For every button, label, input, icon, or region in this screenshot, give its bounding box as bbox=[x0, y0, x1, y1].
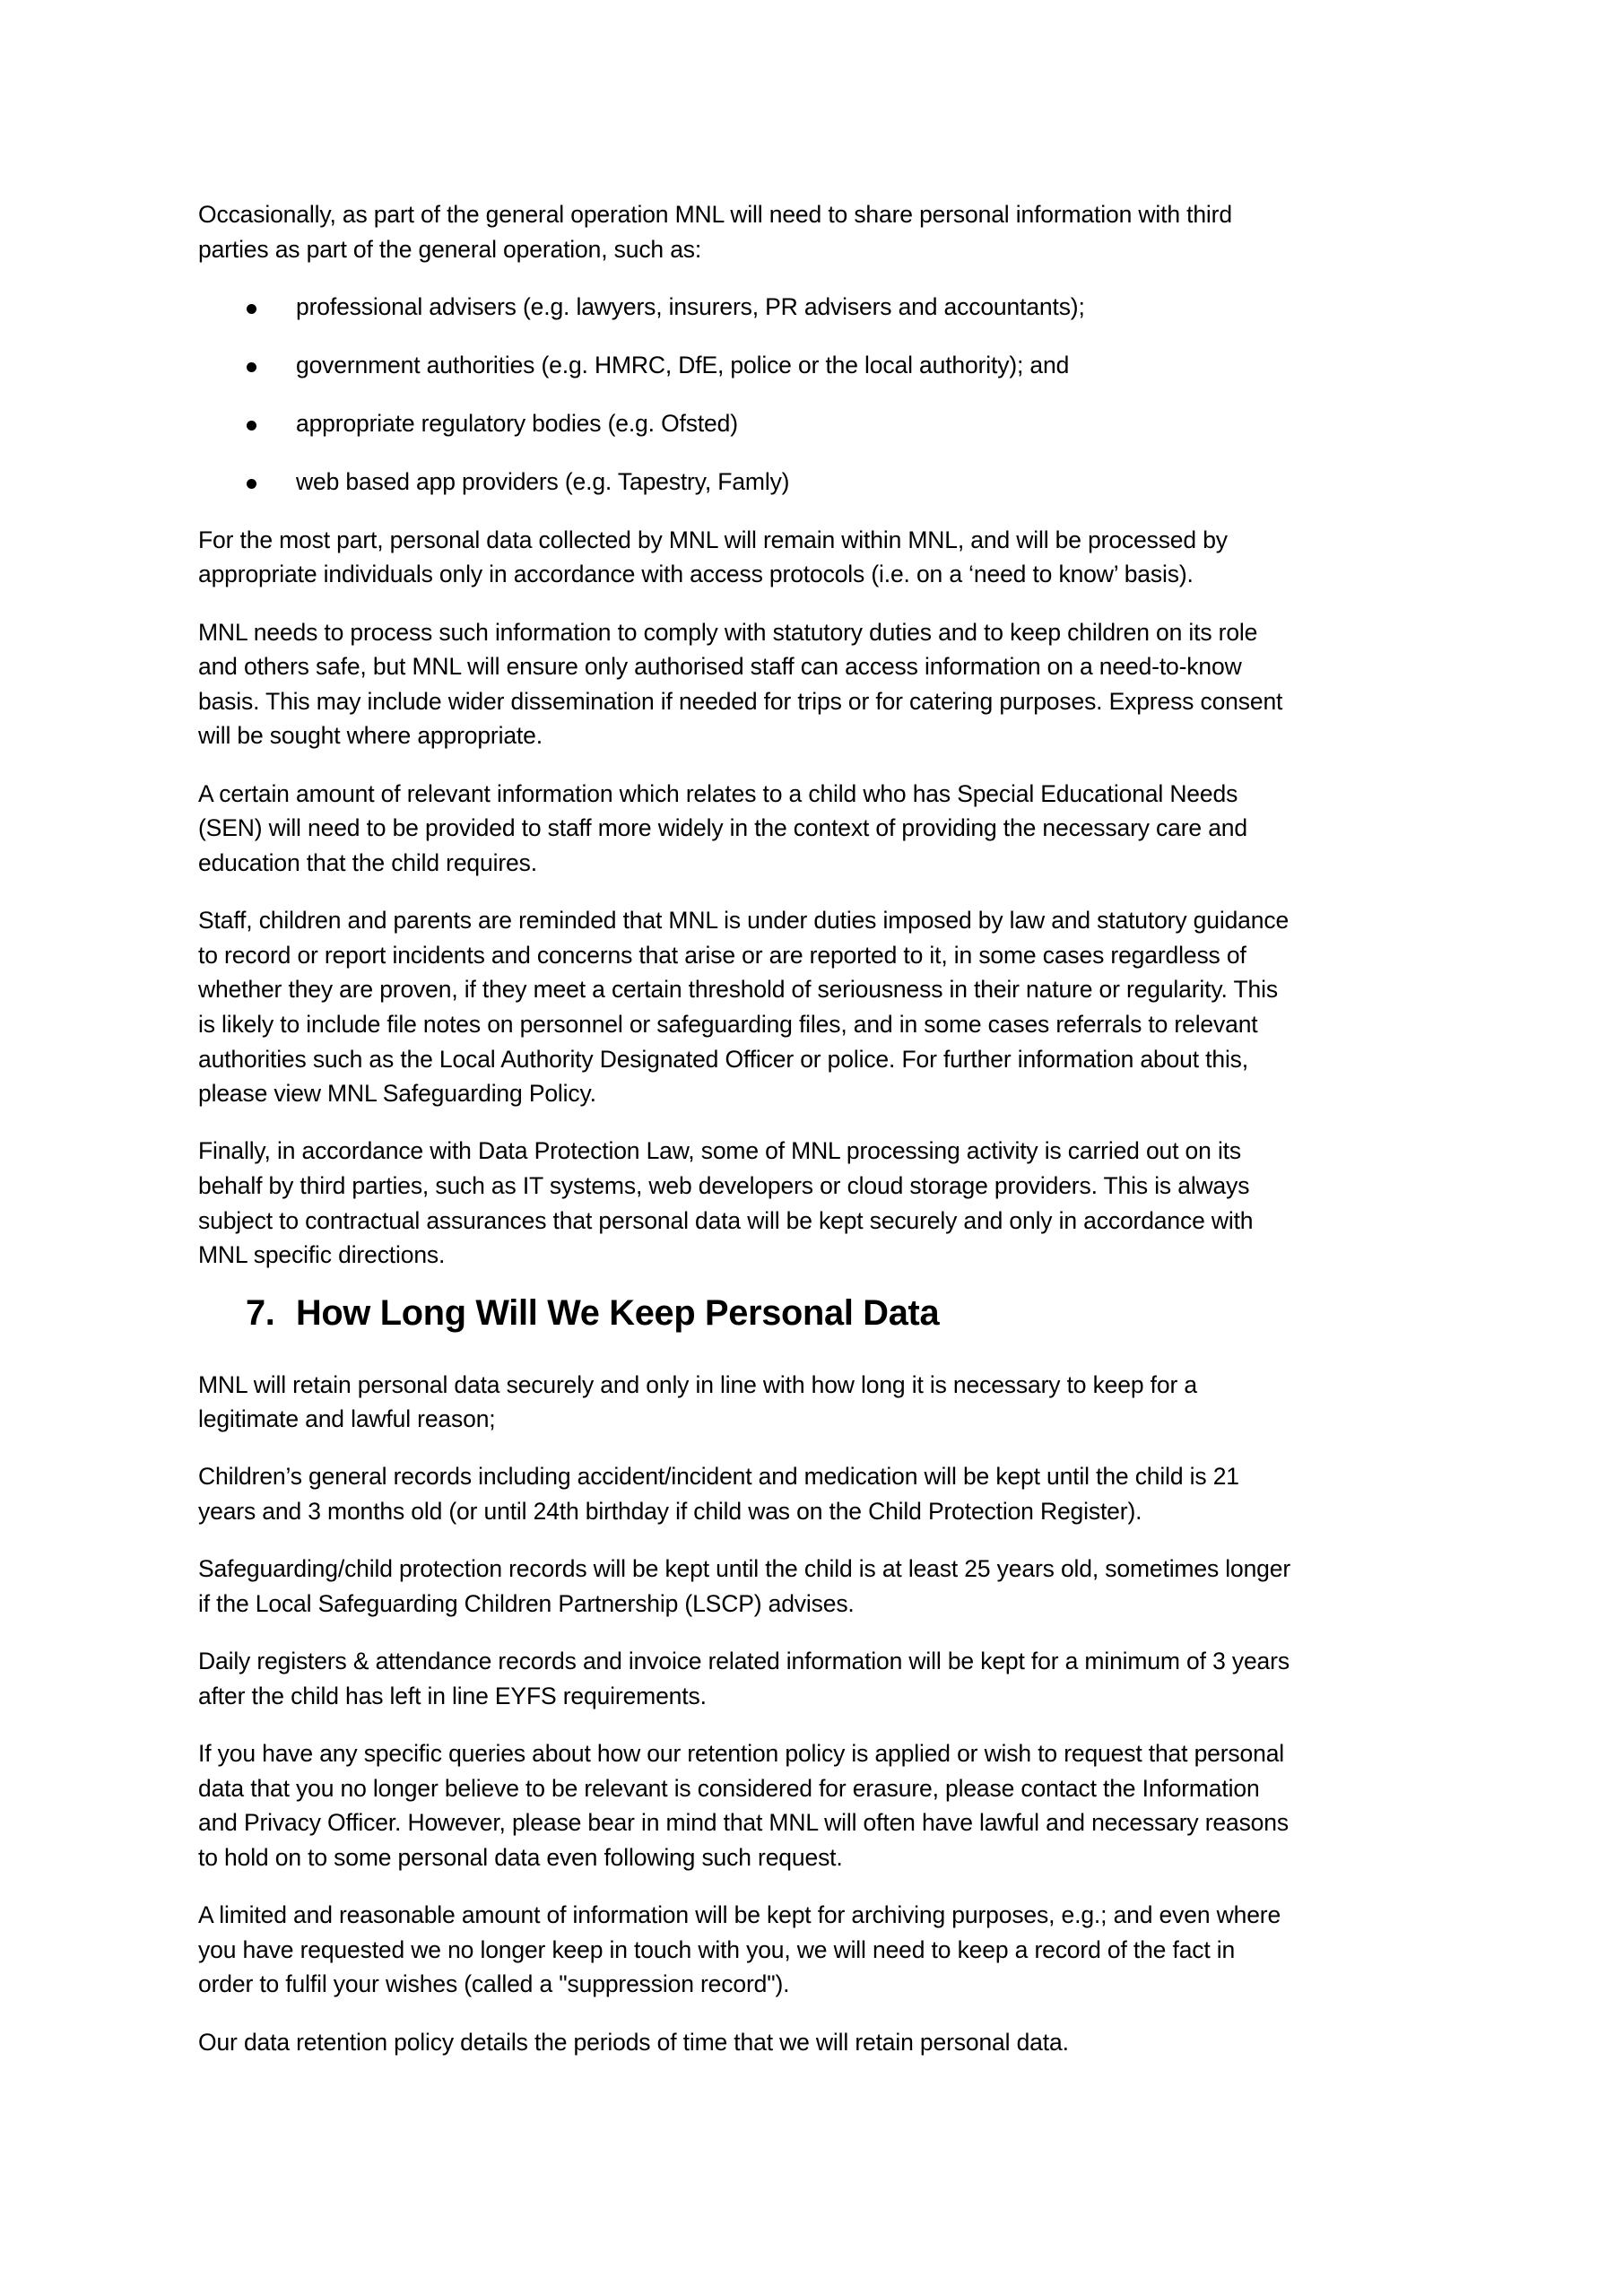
paragraph-retention-intro bbox=[198, 1368, 1454, 1437]
bullet-icon bbox=[247, 362, 256, 372]
text-line: if the Local Safeguarding Children Partnership (LSCP) advises. bbox=[198, 1589, 855, 1617]
text-line: subject to contractual assurances that personal data will be kept securely and only in accordance with bbox=[198, 1206, 1254, 1234]
bullet-icon bbox=[247, 421, 256, 430]
paragraph-third-party-processing bbox=[198, 1134, 1454, 1272]
text-line: (SEN) will need to be provided to staff more widely in the context of providing the necessary care and bbox=[198, 814, 1247, 842]
section-title: How Long Will We Keep Personal Data bbox=[296, 1292, 940, 1333]
text-line: authorities such as the Local Authority Designated Officer or police. For further information about this, bbox=[198, 1045, 1248, 1073]
text-line: Staff, children and parents are reminded that MNL is under duties imposed by law and statutory guidance bbox=[198, 907, 1290, 935]
list-item bbox=[198, 406, 1454, 441]
paragraph-safeguarding-duties bbox=[198, 903, 1454, 1111]
text-line: years and 3 months old (or until 24th birthday if child was on the Child Protection Register). bbox=[198, 1497, 1142, 1525]
paragraph-queries bbox=[198, 1736, 1454, 1874]
text-line: MNL needs to process such information to comply with statutory duties and to keep children on its role bbox=[198, 618, 1258, 646]
list-item bbox=[198, 465, 1454, 500]
text-line: Occasionally, as part of the general operation MNL will need to share personal information with third bbox=[198, 201, 1232, 228]
intro-paragraph bbox=[198, 197, 1454, 266]
text-line: A limited and reasonable amount of information will be kept for archiving purposes, e.g.; and even where bbox=[198, 1901, 1281, 1929]
text-line: to hold on to some personal data even following such request. bbox=[198, 1843, 843, 1871]
text-line: Finally, in accordance with Data Protection Law, some of MNL processing activity is carried out on its bbox=[198, 1137, 1241, 1165]
text-line: please view MNL Safeguarding Policy. bbox=[198, 1080, 596, 1108]
list-item bbox=[198, 290, 1454, 325]
text-line: parties as part of the general operation, such as: bbox=[198, 235, 702, 263]
text-line: Children’s general records including accident/incident and medication will be kept until the child is 21 bbox=[198, 1463, 1239, 1491]
text-line: data that you no longer believe to be relevant is considered for erasure, please contact the Information bbox=[198, 1774, 1260, 1802]
third-parties-list bbox=[198, 290, 1454, 500]
paragraph-childrens-records bbox=[198, 1459, 1454, 1528]
text-line: education that the child requires. bbox=[198, 848, 537, 876]
text-line: is likely to include file notes on personnel or safeguarding files, and in some cases referrals to relevant bbox=[198, 1011, 1258, 1038]
text-line: behalf by third parties, such as IT systems, web developers or cloud storage providers. This is always bbox=[198, 1172, 1250, 1200]
text-line: MNL specific directions. bbox=[198, 1241, 446, 1269]
paragraph-sen bbox=[198, 777, 1454, 881]
paragraph-safeguarding-records bbox=[198, 1552, 1454, 1621]
text-line: For the most part, personal data collected by MNL will remain within MNL, and will be processed by bbox=[198, 526, 1228, 553]
list-item-text: appropriate regulatory bodies (e.g. Ofsted) bbox=[296, 409, 738, 437]
text-line: will be sought where appropriate. bbox=[198, 722, 543, 750]
section-heading bbox=[198, 1292, 1454, 1333]
paragraph-archiving bbox=[198, 1898, 1454, 2002]
document-body bbox=[198, 197, 1454, 2083]
text-line: appropriate individuals only in accordance with access protocols (i.e. on a ‘need to know’ basis). bbox=[198, 561, 1194, 588]
text-line: legitimate and lawful reason; bbox=[198, 1405, 496, 1433]
section-number: 7. bbox=[246, 1292, 275, 1333]
paragraph-daily-registers bbox=[198, 1644, 1454, 1713]
text-line: order to fulfil your wishes (called a "suppression record"). bbox=[198, 1970, 790, 1998]
text-line: Safeguarding/child protection records will be kept until the child is at least 25 years old, sometimes longer bbox=[198, 1555, 1291, 1583]
paragraph-need-to-know bbox=[198, 523, 1454, 592]
text-line: basis. This may include wider dissemination if needed for trips or for catering purposes. Express consent bbox=[198, 687, 1283, 715]
list-item bbox=[198, 348, 1454, 383]
text-line: and others safe, but MNL will ensure only authorised staff can access information on a need-to-know bbox=[198, 653, 1242, 681]
text-line: MNL will retain personal data securely and only in line with how long it is necessary to keep for a bbox=[198, 1370, 1197, 1398]
text-line: and Privacy Officer. However, please bear in mind that MNL will often have lawful and necessary reasons bbox=[198, 1809, 1289, 1837]
bullet-icon bbox=[247, 304, 256, 314]
paragraph-retention-policy bbox=[198, 2025, 1454, 2060]
bullet-icon bbox=[247, 479, 256, 489]
text-line: Our data retention policy details the periods of time that we will retain personal data. bbox=[198, 2028, 1069, 2056]
list-item-text: web based app providers (e.g. Tapestry, Famly) bbox=[296, 467, 790, 495]
text-line: whether they are proven, if they meet a certain threshold of seriousness in their nature or regularity. This bbox=[198, 976, 1278, 1004]
text-line: to record or report incidents and concerns that arise or are reported to it, in some cases regardless of bbox=[198, 941, 1246, 969]
text-line: A certain amount of relevant information which relates to a child who has Special Educational Needs bbox=[198, 779, 1238, 807]
list-item-text: professional advisers (e.g. lawyers, insurers, PR advisers and accountants); bbox=[296, 292, 1085, 320]
paragraph-statutory-duties bbox=[198, 615, 1454, 753]
text-line: If you have any specific queries about how our retention policy is applied or wish to request that personal bbox=[198, 1740, 1285, 1768]
text-line: after the child has left in line EYFS requirements. bbox=[198, 1682, 707, 1709]
list-item-text: government authorities (e.g. HMRC, DfE, police or the local authority); and bbox=[296, 351, 1070, 378]
text-line: you have requested we no longer keep in touch with you, we will need to keep a record of the fact in bbox=[198, 1935, 1236, 1963]
text-line: Daily registers & attendance records and invoice related information will be kept for a minimum of 3 years bbox=[198, 1648, 1290, 1675]
